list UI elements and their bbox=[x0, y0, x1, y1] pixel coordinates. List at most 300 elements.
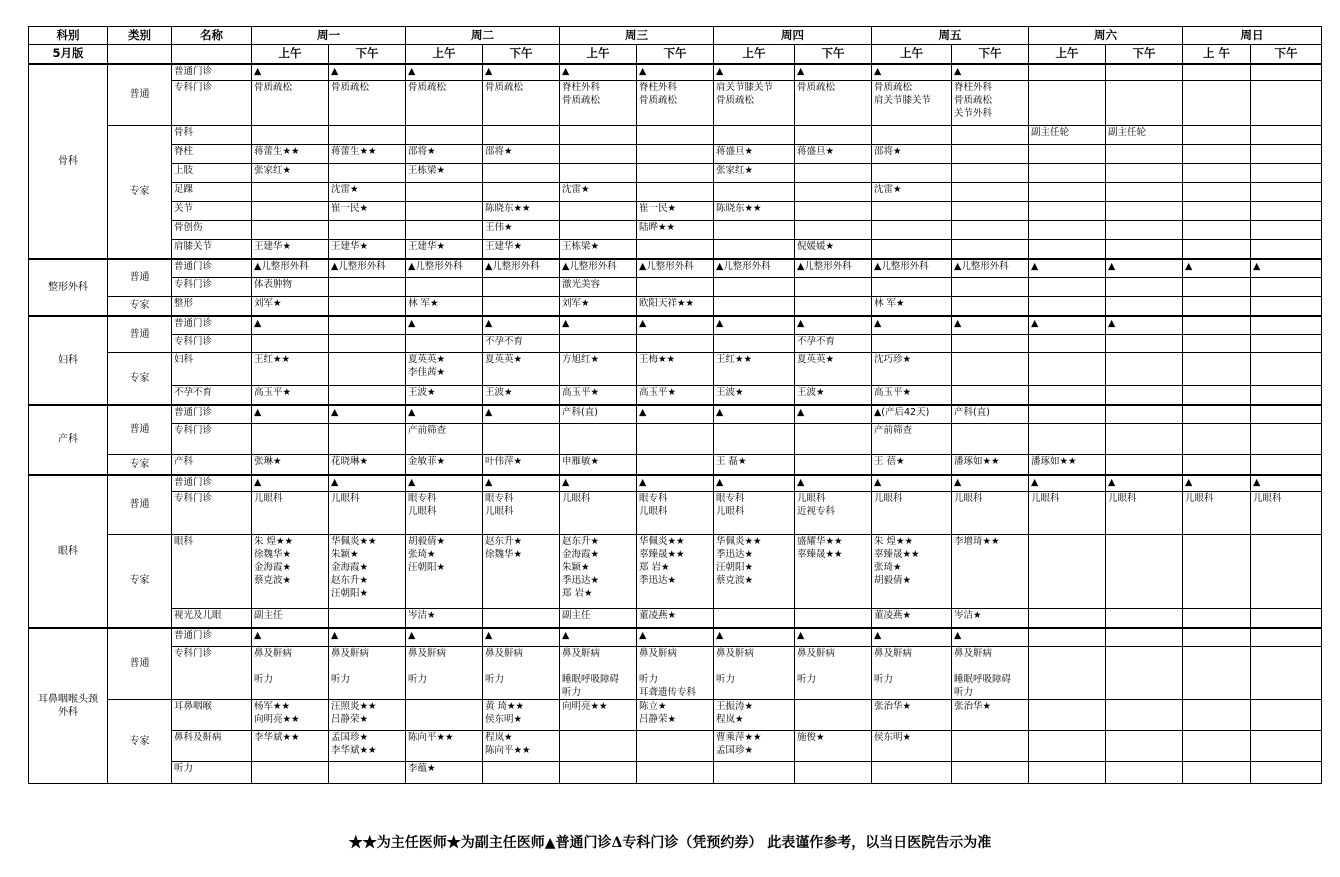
schedule-cell: ▲ bbox=[483, 316, 560, 335]
schedule-cell bbox=[952, 424, 1029, 455]
schedule-cell: 曹乘萍★★ 孟国珍★ bbox=[714, 731, 795, 762]
schedule-cell: 脊柱外科 骨质疏松 bbox=[560, 81, 637, 126]
schedule-cell: ▲ bbox=[560, 64, 637, 81]
schedule-cell: ▲ bbox=[1029, 259, 1106, 278]
schedule-cell: 张家红★ bbox=[714, 164, 795, 183]
clinic-name: 骨创伤 bbox=[172, 221, 252, 240]
schedule-cell bbox=[1251, 297, 1322, 316]
schedule-cell: 陈向平★★ bbox=[406, 731, 483, 762]
schedule-cell bbox=[1183, 762, 1251, 784]
category-label: 专家 bbox=[108, 535, 172, 628]
schedule-cell: ▲ bbox=[714, 405, 795, 424]
schedule-cell bbox=[1029, 145, 1106, 164]
schedule-cell: 沈雷★ bbox=[560, 183, 637, 202]
schedule-cell bbox=[1183, 700, 1251, 731]
schedule-cell bbox=[637, 424, 714, 455]
schedule-cell: 潘琢如★★ bbox=[952, 455, 1029, 475]
schedule-cell bbox=[1029, 335, 1106, 353]
schedule-cell: 体表肿物 bbox=[252, 278, 329, 297]
schedule-row bbox=[29, 762, 1322, 784]
schedule-row bbox=[29, 164, 1322, 183]
schedule-cell bbox=[1029, 64, 1106, 81]
schedule-cell: 鼻及鼾病 听力 耳聋遗传专科 bbox=[637, 647, 714, 700]
clinic-name: 专科门诊 bbox=[172, 278, 252, 297]
department-label: 产科 bbox=[29, 405, 108, 475]
header-blank bbox=[172, 45, 252, 64]
clinic-name: 普通门诊 bbox=[172, 628, 252, 647]
schedule-cell: ▲ bbox=[1106, 259, 1183, 278]
schedule-cell bbox=[795, 164, 872, 183]
schedule-cell bbox=[1029, 297, 1106, 316]
category-label: 专家 bbox=[108, 126, 172, 259]
schedule-cell: 盛耀华★★ 辜臻晟★★ bbox=[795, 535, 872, 609]
category-label: 专家 bbox=[108, 353, 172, 405]
schedule-cell bbox=[1106, 221, 1183, 240]
schedule-cell bbox=[252, 424, 329, 455]
schedule-cell: 潘琢如★★ bbox=[1029, 455, 1106, 475]
schedule-cell bbox=[1106, 64, 1183, 81]
schedule-cell bbox=[1251, 609, 1322, 628]
schedule-row bbox=[29, 492, 1322, 535]
schedule-cell: 骨质疏松 bbox=[329, 81, 406, 126]
schedule-cell: 董凌燕★ bbox=[637, 609, 714, 628]
schedule-cell bbox=[795, 609, 872, 628]
schedule-cell bbox=[1251, 145, 1322, 164]
schedule-cell bbox=[560, 731, 637, 762]
schedule-cell: 高玉平★ bbox=[560, 386, 637, 405]
header-edition: 5月版 bbox=[29, 45, 108, 64]
schedule-row bbox=[29, 126, 1322, 145]
schedule-cell bbox=[872, 278, 952, 297]
schedule-cell bbox=[952, 386, 1029, 405]
schedule-cell bbox=[1106, 628, 1183, 647]
schedule-cell: ▲ bbox=[252, 405, 329, 424]
schedule-cell: ▲ bbox=[872, 316, 952, 335]
schedule-cell: 鼻及鼾病 听力 bbox=[406, 647, 483, 700]
schedule-cell: ▲ bbox=[329, 405, 406, 424]
schedule-cell bbox=[1106, 278, 1183, 297]
schedule-cell bbox=[1251, 278, 1322, 297]
schedule-cell bbox=[952, 353, 1029, 386]
schedule-cell: 倪媛媛★ bbox=[795, 240, 872, 259]
schedule-cell bbox=[483, 762, 560, 784]
outpatient-schedule-table bbox=[28, 26, 1322, 784]
schedule-cell bbox=[1183, 386, 1251, 405]
schedule-cell bbox=[1029, 183, 1106, 202]
schedule-cell bbox=[952, 335, 1029, 353]
schedule-cell: 花晓琳★ bbox=[329, 455, 406, 475]
schedule-cell: ▲ bbox=[714, 316, 795, 335]
clinic-name: 普通门诊 bbox=[172, 64, 252, 81]
schedule-cell bbox=[952, 202, 1029, 221]
schedule-row bbox=[29, 278, 1322, 297]
schedule-cell bbox=[1183, 183, 1251, 202]
schedule-cell bbox=[1029, 628, 1106, 647]
schedule-cell: ▲ bbox=[406, 316, 483, 335]
schedule-cell bbox=[483, 297, 560, 316]
header-blank bbox=[108, 45, 172, 64]
schedule-cell: 夏英英★ bbox=[795, 353, 872, 386]
schedule-cell: ▲ bbox=[637, 64, 714, 81]
schedule-cell: 杨军★★ 向明亮★★ bbox=[252, 700, 329, 731]
schedule-cell: 王建华★ bbox=[329, 240, 406, 259]
schedule-cell: 王建华★ bbox=[252, 240, 329, 259]
schedule-cell bbox=[329, 297, 406, 316]
clinic-name: 眼科 bbox=[172, 535, 252, 609]
schedule-cell bbox=[1183, 628, 1251, 647]
schedule-cell: ▲ bbox=[637, 405, 714, 424]
schedule-cell: ▲ bbox=[1251, 475, 1322, 492]
schedule-cell bbox=[1106, 455, 1183, 475]
schedule-cell: 崔一民★ bbox=[329, 202, 406, 221]
schedule-cell: ▲ bbox=[714, 475, 795, 492]
schedule-cell bbox=[252, 221, 329, 240]
schedule-cell: 蒋蕾生★★ bbox=[329, 145, 406, 164]
schedule-cell bbox=[1106, 647, 1183, 700]
schedule-cell bbox=[795, 297, 872, 316]
schedule-cell bbox=[406, 335, 483, 353]
schedule-cell: 陈立★ 吕静荣★ bbox=[637, 700, 714, 731]
schedule-cell: ▲ bbox=[406, 405, 483, 424]
schedule-cell bbox=[1029, 731, 1106, 762]
schedule-cell bbox=[1029, 164, 1106, 183]
schedule-cell: ▲ bbox=[872, 475, 952, 492]
schedule-cell bbox=[329, 353, 406, 386]
schedule-cell: 鼻及鼾病 听力 bbox=[252, 647, 329, 700]
schedule-row bbox=[29, 183, 1322, 202]
schedule-cell: 王红★★ bbox=[252, 353, 329, 386]
department-label: 耳鼻咽喉头颈 外科 bbox=[29, 628, 108, 784]
schedule-row bbox=[29, 628, 1322, 647]
header-pm: 下午 bbox=[483, 45, 560, 64]
schedule-cell bbox=[1251, 221, 1322, 240]
schedule-cell bbox=[1029, 240, 1106, 259]
schedule-cell: 王红★★ bbox=[714, 353, 795, 386]
schedule-cell: 王梅★★ bbox=[637, 353, 714, 386]
schedule-cell bbox=[1029, 221, 1106, 240]
schedule-row bbox=[29, 731, 1322, 762]
schedule-cell bbox=[1251, 386, 1322, 405]
header-am: 上午 bbox=[252, 45, 329, 64]
schedule-cell: 崔一民★ bbox=[637, 202, 714, 221]
header-am: 上 午 bbox=[1183, 45, 1251, 64]
schedule-cell bbox=[1183, 455, 1251, 475]
schedule-cell bbox=[1029, 424, 1106, 455]
schedule-cell bbox=[1106, 405, 1183, 424]
schedule-cell bbox=[1251, 81, 1322, 126]
schedule-cell bbox=[1251, 700, 1322, 731]
schedule-cell bbox=[560, 126, 637, 145]
clinic-name: 产科 bbox=[172, 455, 252, 475]
schedule-row bbox=[29, 145, 1322, 164]
schedule-cell: ▲ bbox=[560, 316, 637, 335]
schedule-cell bbox=[637, 455, 714, 475]
clinic-name: 上肢 bbox=[172, 164, 252, 183]
schedule-cell: ▲儿整形外科 bbox=[637, 259, 714, 278]
schedule-cell bbox=[872, 164, 952, 183]
schedule-cell bbox=[872, 762, 952, 784]
header-fri: 周五 bbox=[872, 27, 1029, 45]
schedule-cell bbox=[1106, 335, 1183, 353]
schedule-cell: 蒋盛旦★ bbox=[714, 145, 795, 164]
clinic-name: 脊柱 bbox=[172, 145, 252, 164]
schedule-cell: 高玉平★ bbox=[252, 386, 329, 405]
schedule-cell bbox=[952, 278, 1029, 297]
schedule-cell bbox=[1183, 535, 1251, 609]
schedule-cell: 陈晓东★★ bbox=[714, 202, 795, 221]
schedule-cell: 鼻及鼾病 听力 bbox=[483, 647, 560, 700]
schedule-cell: ▲ bbox=[406, 628, 483, 647]
schedule-cell bbox=[714, 297, 795, 316]
schedule-cell bbox=[1106, 145, 1183, 164]
schedule-cell bbox=[560, 202, 637, 221]
clinic-name: 肩膝关节 bbox=[172, 240, 252, 259]
department-label: 眼科 bbox=[29, 475, 108, 628]
schedule-cell: 高玉平★ bbox=[637, 386, 714, 405]
header-am: 上午 bbox=[406, 45, 483, 64]
schedule-cell bbox=[329, 335, 406, 353]
schedule-cell: ▲ bbox=[1183, 475, 1251, 492]
schedule-cell: ▲儿整形外科 bbox=[714, 259, 795, 278]
schedule-cell: 眼专科 儿眼科 bbox=[714, 492, 795, 535]
schedule-cell: 儿眼科 bbox=[329, 492, 406, 535]
header-sat: 周六 bbox=[1029, 27, 1183, 45]
schedule-cell: 鼻及鼾病 听力 bbox=[714, 647, 795, 700]
schedule-cell: 不孕不育 bbox=[795, 335, 872, 353]
schedule-cell: 产前筛查 bbox=[872, 424, 952, 455]
schedule-cell: ▲儿整形外科 bbox=[952, 259, 1029, 278]
schedule-cell: 夏英英★ 李佳茜★ bbox=[406, 353, 483, 386]
schedule-row bbox=[29, 297, 1322, 316]
header-pm: 下午 bbox=[795, 45, 872, 64]
schedule-cell bbox=[637, 278, 714, 297]
schedule-cell: 王伟★ bbox=[483, 221, 560, 240]
schedule-cell bbox=[952, 762, 1029, 784]
category-label: 普通 bbox=[108, 475, 172, 535]
schedule-cell bbox=[329, 164, 406, 183]
schedule-cell: 胡毅倩★ 张琦★ 汪朝阳★ bbox=[406, 535, 483, 609]
schedule-cell: ▲ bbox=[560, 628, 637, 647]
schedule-cell bbox=[560, 145, 637, 164]
clinic-name: 鼻科及鼾病 bbox=[172, 731, 252, 762]
schedule-cell: 张琳★ bbox=[252, 455, 329, 475]
schedule-cell: 蒋蕾生★★ bbox=[252, 145, 329, 164]
schedule-cell: 副主任 bbox=[252, 609, 329, 628]
schedule-cell: 华佩炎★★ 季迅达★ 汪朝阳★ 蔡克波★ bbox=[714, 535, 795, 609]
schedule-cell bbox=[560, 762, 637, 784]
schedule-cell bbox=[1183, 81, 1251, 126]
schedule-cell bbox=[1029, 386, 1106, 405]
schedule-cell bbox=[1183, 353, 1251, 386]
schedule-cell bbox=[560, 221, 637, 240]
schedule-cell bbox=[714, 126, 795, 145]
schedule-cell: ▲ bbox=[637, 628, 714, 647]
schedule-cell bbox=[637, 183, 714, 202]
schedule-cell bbox=[252, 202, 329, 221]
schedule-cell: ▲ bbox=[406, 64, 483, 81]
schedule-cell: 产科(直) bbox=[560, 405, 637, 424]
schedule-cell: 眼专科 儿眼科 bbox=[483, 492, 560, 535]
schedule-cell: ▲ bbox=[483, 628, 560, 647]
schedule-cell: 向明亮★★ bbox=[560, 700, 637, 731]
clinic-name: 普通门诊 bbox=[172, 475, 252, 492]
schedule-row bbox=[29, 316, 1322, 335]
schedule-cell: 鼻及鼾病 睡眠呼吸障碍 听力 bbox=[560, 647, 637, 700]
schedule-cell bbox=[1251, 405, 1322, 424]
schedule-row bbox=[29, 475, 1322, 492]
schedule-cell bbox=[1251, 164, 1322, 183]
schedule-cell bbox=[560, 424, 637, 455]
schedule-cell: 沈雷★ bbox=[329, 183, 406, 202]
schedule-cell bbox=[1251, 762, 1322, 784]
schedule-cell: ▲ bbox=[483, 405, 560, 424]
schedule-cell: ▲ bbox=[252, 475, 329, 492]
schedule-cell: ▲ bbox=[252, 64, 329, 81]
schedule-cell: 陈晓东★★ bbox=[483, 202, 560, 221]
schedule-cell: 欧阳天祥★★ bbox=[637, 297, 714, 316]
clinic-name: 专科门诊 bbox=[172, 647, 252, 700]
schedule-cell bbox=[714, 240, 795, 259]
schedule-cell: 肩关节膝关节 骨质疏松 bbox=[714, 81, 795, 126]
schedule-cell bbox=[952, 240, 1029, 259]
schedule-cell bbox=[952, 221, 1029, 240]
schedule-cell bbox=[714, 183, 795, 202]
header-pm: 下午 bbox=[329, 45, 406, 64]
schedule-cell: 叶伟萍★ bbox=[483, 455, 560, 475]
schedule-row bbox=[29, 609, 1322, 628]
header-thu: 周四 bbox=[714, 27, 872, 45]
category-label: 专家 bbox=[108, 700, 172, 784]
schedule-row bbox=[29, 353, 1322, 386]
schedule-cell: 邵将★ bbox=[483, 145, 560, 164]
schedule-cell bbox=[1251, 202, 1322, 221]
schedule-cell bbox=[1183, 335, 1251, 353]
clinic-name: 整形 bbox=[172, 297, 252, 316]
schedule-cell bbox=[952, 183, 1029, 202]
schedule-cell: ▲ bbox=[1029, 316, 1106, 335]
schedule-cell: 儿眼科 bbox=[952, 492, 1029, 535]
schedule-cell: 张治华★ bbox=[952, 700, 1029, 731]
schedule-cell: 朱 煌★★ 辜臻晟★★ 张琦★ 胡毅倩★ bbox=[872, 535, 952, 609]
schedule-cell: 李华斌★★ bbox=[252, 731, 329, 762]
schedule-cell bbox=[483, 424, 560, 455]
schedule-cell bbox=[483, 164, 560, 183]
schedule-cell bbox=[1251, 335, 1322, 353]
schedule-cell: ▲ bbox=[637, 316, 714, 335]
schedule-cell: 张家红★ bbox=[252, 164, 329, 183]
schedule-cell bbox=[714, 278, 795, 297]
schedule-cell bbox=[252, 335, 329, 353]
schedule-cell: ▲ bbox=[1251, 259, 1322, 278]
schedule-cell bbox=[1251, 647, 1322, 700]
schedule-cell: 刘军★ bbox=[252, 297, 329, 316]
schedule-cell: 李增琦★★ bbox=[952, 535, 1029, 609]
header-pm: 下午 bbox=[1251, 45, 1322, 64]
schedule-row bbox=[29, 535, 1322, 609]
schedule-cell bbox=[872, 221, 952, 240]
schedule-row bbox=[29, 81, 1322, 126]
schedule-cell: 王振涛★ 程岚★ bbox=[714, 700, 795, 731]
clinic-name: 视光及儿眼 bbox=[172, 609, 252, 628]
schedule-cell: ▲ bbox=[795, 316, 872, 335]
schedule-cell: 骨质疏松 bbox=[483, 81, 560, 126]
schedule-cell bbox=[1251, 731, 1322, 762]
schedule-cell: 林 军★ bbox=[872, 297, 952, 316]
schedule-row bbox=[29, 221, 1322, 240]
schedule-cell: 邵将★ bbox=[872, 145, 952, 164]
schedule-cell: 沈巧珍★ bbox=[872, 353, 952, 386]
schedule-cell bbox=[952, 164, 1029, 183]
schedule-cell bbox=[1106, 81, 1183, 126]
schedule-cell: ▲ bbox=[483, 475, 560, 492]
schedule-cell: ▲ bbox=[1029, 475, 1106, 492]
header-pm: 下午 bbox=[1106, 45, 1183, 64]
schedule-cell bbox=[1251, 183, 1322, 202]
schedule-cell: 骨质疏松 bbox=[252, 81, 329, 126]
schedule-cell bbox=[1183, 202, 1251, 221]
schedule-cell: 金敏菲★ bbox=[406, 455, 483, 475]
schedule-cell bbox=[1106, 164, 1183, 183]
schedule-row bbox=[29, 202, 1322, 221]
schedule-cell bbox=[1029, 535, 1106, 609]
schedule-cell: 李蕴★ bbox=[406, 762, 483, 784]
schedule-cell: 儿眼科 bbox=[560, 492, 637, 535]
schedule-cell: 产前筛查 bbox=[406, 424, 483, 455]
schedule-cell: ▲ bbox=[795, 405, 872, 424]
header-row-days bbox=[29, 27, 1322, 45]
schedule-cell bbox=[329, 762, 406, 784]
schedule-cell: ▲ bbox=[1183, 259, 1251, 278]
schedule-cell: 骨质疏松 肩关节膝关节 bbox=[872, 81, 952, 126]
clinic-name: 普通门诊 bbox=[172, 405, 252, 424]
schedule-cell bbox=[952, 145, 1029, 164]
schedule-cell bbox=[714, 335, 795, 353]
schedule-cell bbox=[637, 164, 714, 183]
clinic-name: 关节 bbox=[172, 202, 252, 221]
schedule-cell bbox=[1251, 424, 1322, 455]
schedule-cell: ▲ bbox=[560, 475, 637, 492]
schedule-cell: 陆晔★★ bbox=[637, 221, 714, 240]
schedule-cell: 华佩炎★★ 朱颖★ 金海霞★ 赵东升★ 汪朝阳★ bbox=[329, 535, 406, 609]
clinic-name: 专科门诊 bbox=[172, 81, 252, 126]
schedule-cell bbox=[1106, 424, 1183, 455]
schedule-cell bbox=[1183, 240, 1251, 259]
schedule-cell: 沈雷★ bbox=[872, 183, 952, 202]
schedule-cell: 儿眼科 bbox=[1183, 492, 1251, 535]
schedule-cell bbox=[1106, 386, 1183, 405]
schedule-cell bbox=[1106, 353, 1183, 386]
schedule-cell: ▲ bbox=[952, 316, 1029, 335]
schedule-cell bbox=[1183, 164, 1251, 183]
schedule-cell bbox=[1183, 424, 1251, 455]
schedule-cell bbox=[1029, 278, 1106, 297]
header-am: 上午 bbox=[560, 45, 637, 64]
schedule-cell: ▲ bbox=[252, 316, 329, 335]
schedule-cell: 邵将★ bbox=[406, 145, 483, 164]
schedule-cell bbox=[1106, 700, 1183, 731]
schedule-cell: 鼻及鼾病 睡眠呼吸障碍 听力 bbox=[952, 647, 1029, 700]
schedule-cell bbox=[560, 335, 637, 353]
schedule-cell: ▲ bbox=[795, 64, 872, 81]
schedule-cell bbox=[329, 126, 406, 145]
schedule-cell bbox=[1029, 81, 1106, 126]
schedule-cell: 王栋梁★ bbox=[406, 164, 483, 183]
schedule-cell bbox=[483, 183, 560, 202]
schedule-cell bbox=[406, 221, 483, 240]
schedule-cell bbox=[952, 731, 1029, 762]
schedule-cell bbox=[1183, 647, 1251, 700]
schedule-cell bbox=[1183, 278, 1251, 297]
